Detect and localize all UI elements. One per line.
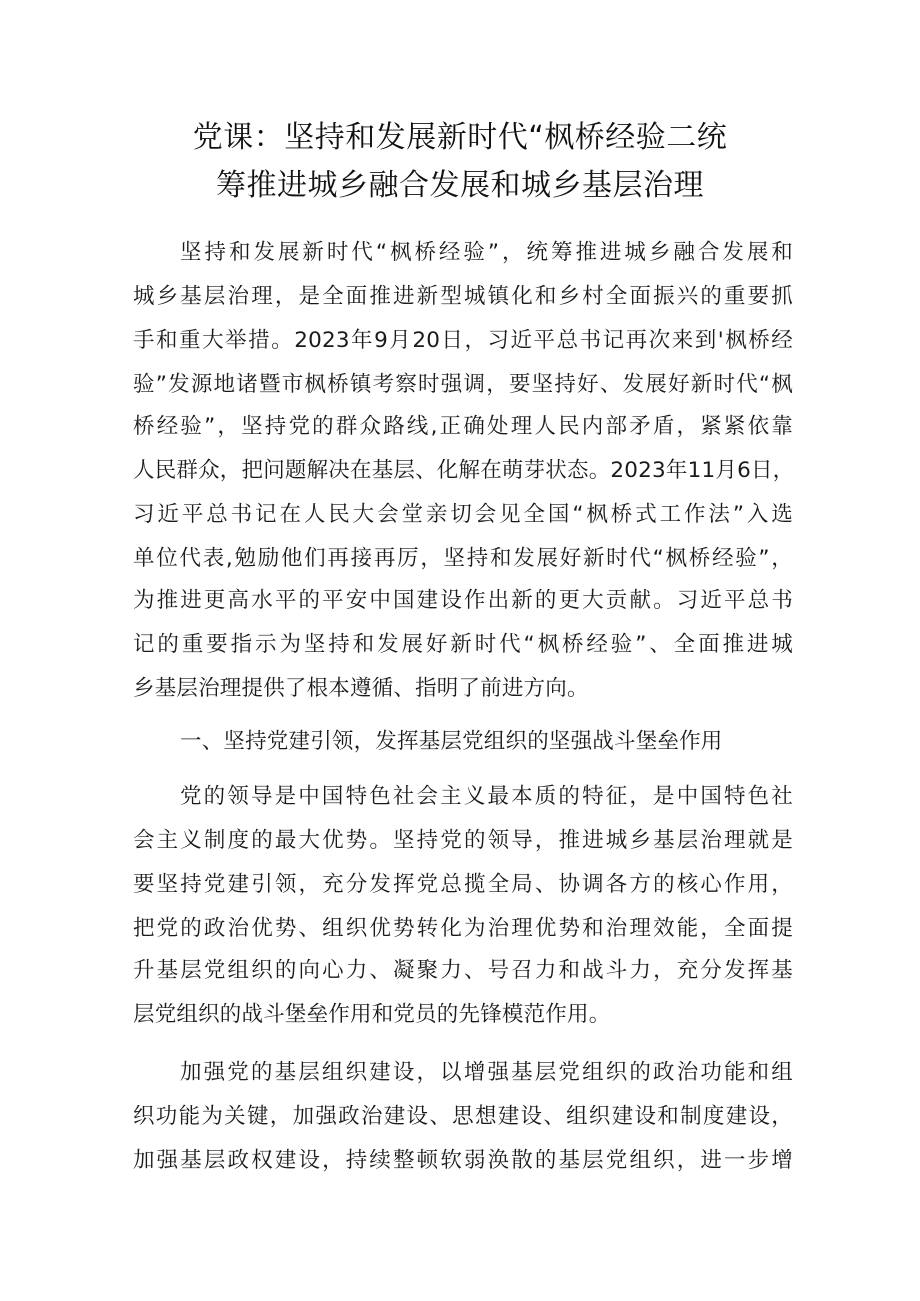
paragraph-line: 要坚持党建引领，充分发挥党总揽全局、协调各方的核心作用， [133,872,793,897]
document-title-line-1: 党课：坚持和发展新时代“枫桥经验二统 [192,120,728,155]
paragraph-line: 为推进更高水平的平安中国建设作出新的更大贡献。习近平总书 [133,588,793,613]
paragraph-line: 单位代表,勉励他们再接再厉，坚持和发展好新时代“枫桥经验”， [133,546,793,571]
paragraph-line: 乡基层治理提供了根本遵循、指明了前进方向。 [133,676,589,701]
paragraph-line: 党的领导是中国特色社会主义最本质的特征，是中国特色社 [180,784,793,809]
section-heading: 一、坚持党建引领，发挥基层党组织的坚强战斗堡垒作用 [180,729,723,754]
paragraph-line: 把党的政治优势、组织优势转化为治理优势和治理效能，全面提 [133,916,793,941]
paragraph-line: 习近平总书记在人民大会堂亲切会见全国“枫桥式工作法”入选 [133,502,793,527]
paragraph-line: 会主义制度的最大优势。坚持党的领导，推进城乡基层治理就是 [133,828,793,853]
paragraph-line: 织功能为关键，加强政治建设、思想建设、组织建设和制度建设， [133,1104,793,1129]
document-title-line-2: 筹推进城乡融合发展和城乡基层治理 [216,168,704,203]
paragraph-line: 加强党的基层组织建设，以增强基层党组织的政治功能和组 [180,1060,793,1085]
paragraph-line: 验”发源地诸暨市枫桥镇考察时强调，要坚持好、发展好新时代“枫 [133,372,793,397]
paragraph-line: 层党组织的战斗堡垒作用和党员的先锋模范作用。 [133,1002,611,1027]
paragraph-line: 人民群众，把问题解决在基层、化解在萌芽状态。2023年11月6日， [133,458,795,483]
paragraph-line: 桥经验”，坚持党的群众路线,正确处理人民内部矛盾，紧紧依靠 [133,414,793,439]
paragraph-line: 记的重要指示为坚持和发展好新时代“枫桥经验”、全面推进城 [133,632,793,657]
paragraph-line: 手和重大举措。2023年9月20日，习近平总书记再次来到'枫桥经 [133,328,793,353]
paragraph-line: 加强基层政权建设，持续整顿软弱涣散的基层党组织，进一步增 [133,1148,793,1173]
paragraph-line: 城乡基层治理，是全面推进新型城镇化和乡村全面振兴的重要抓 [133,284,793,309]
paragraph-line: 坚持和发展新时代“枫桥经验”，统筹推进城乡融合发展和 [180,240,793,265]
paragraph-line: 升基层党组织的向心力、凝聚力、号召力和战斗力，充分发挥基 [133,958,793,983]
